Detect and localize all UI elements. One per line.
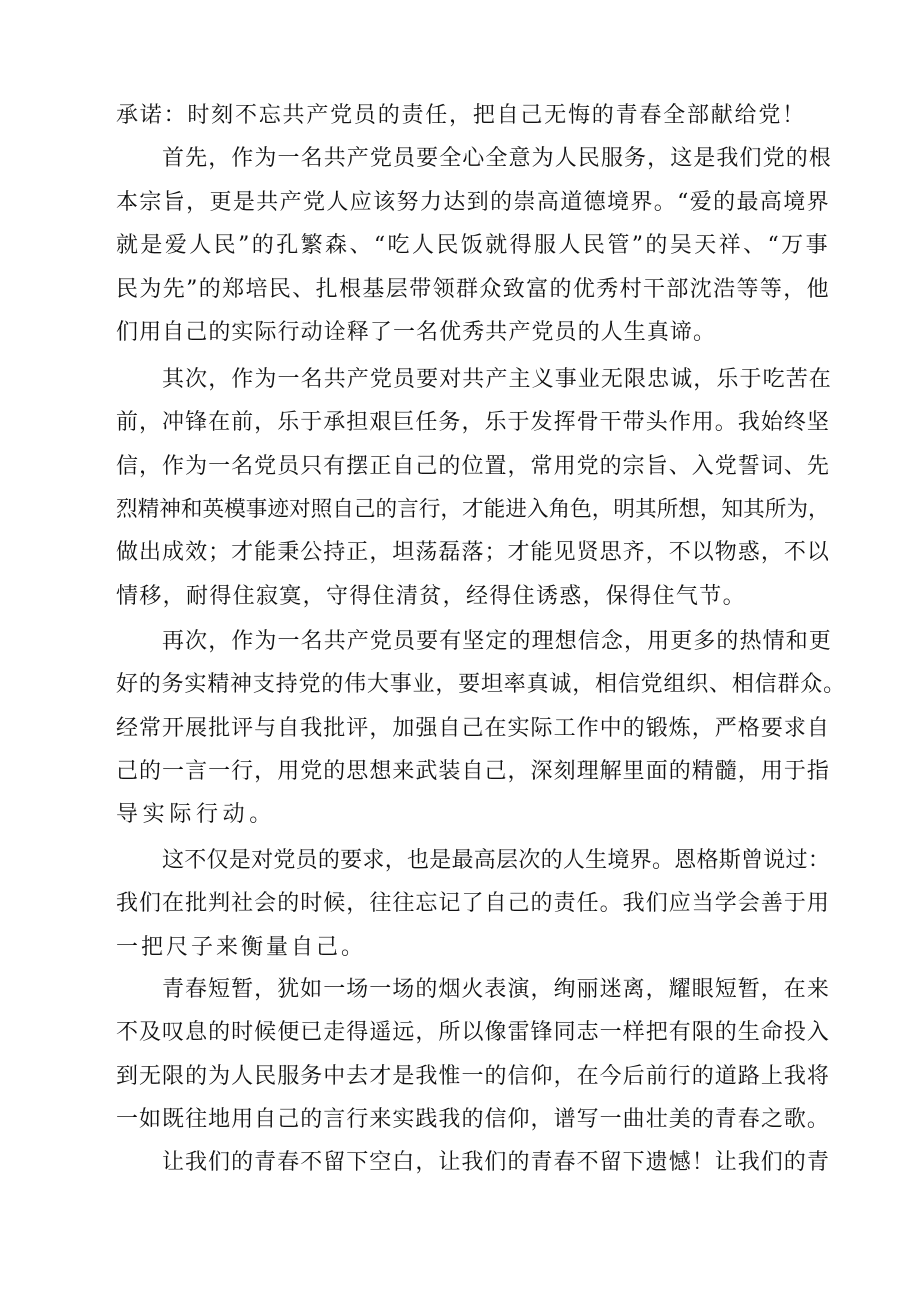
paragraph-first-line: 再次，作为一名共产党员要有坚定的理想信念，用更多的热情和更 <box>162 629 832 654</box>
text-line: 情移，耐得住寂寞，守得住清贫，经得住诱惑，保得住气节。 <box>116 584 746 609</box>
text-line: 己的一言一行，用党的思想来武装自己，深刻理解里面的精髓，用于指 <box>116 759 830 784</box>
text-line: 们用自己的实际行动诠释了一名优秀共产党员的人生真谛。 <box>116 320 717 345</box>
paragraph-first-line: 其次，作为一名共产党员要对共产主义事业无限忠诚，乐于吃苦在 <box>162 367 832 392</box>
text-line: 我们在批判社会的时候，往往忘记了自己的责任。我们应当学会善于用 <box>116 891 830 916</box>
text-line: 就是爱人民”的孔繁森、“吃人民饭就得服人民管”的吴天祥、“万事 <box>116 233 831 258</box>
text-line: 烈精神和英模事迹对照自己的言行，才能进入角色，明其所想，知其所为， <box>116 497 830 522</box>
text-line: 一把尺子来衡量自己。 <box>116 935 367 960</box>
paragraph-first-line: 这不仅是对党员的要求，也是最高层次的人生境界。恩格斯曾说过： <box>162 848 831 873</box>
text-line: 做出成效；才能秉公持正，坦荡磊落；才能见贤思齐，不以物惑，不以 <box>116 540 830 565</box>
paragraph-first-line: 青春短暂，犹如一场一场的烟火表演，绚丽迷离，耀眼短暂，在来 <box>162 977 830 1002</box>
text-line: 信，作为一名党员只有摆正自己的位置，常用党的宗旨、入党誓词、先 <box>116 454 830 479</box>
text-line: 本宗旨，更是共产党人应该努力达到的崇高道德境界。“爱的最高境界 <box>116 190 831 215</box>
paragraph-first-line: 让我们的青春不留下空白，让我们的青春不留下遗憾！让我们的青 <box>162 1150 830 1175</box>
text-line: 不及叹息的时候便已走得遥远，所以像雷锋同志一样把有限的生命投入 <box>116 1020 830 1045</box>
text-line: 承诺：时刻不忘共产党员的责任，把自己无悔的青春全部献给党！ <box>116 103 806 128</box>
text-line: 民为先”的郑培民、扎根基层带领群众致富的优秀村干部沈浩等等，他 <box>116 277 831 302</box>
paragraph-first-line: 首先，作为一名共产党员要全心全意为人民服务，这是我们党的根 <box>162 146 832 171</box>
text-line: 经常开展批评与自我批评，加强自己在实际工作中的锻炼，严格要求自 <box>116 716 830 741</box>
text-line: 前，冲锋在前，乐于承担艰巨任务，乐于发挥骨干带头作用。我始终坚 <box>116 410 830 435</box>
text-line: 到无限的为人民服务中去才是我惟一的信仰，在今后前行的道路上我将 <box>116 1064 830 1089</box>
text-line: 一如既往地用自己的言行来实践我的信仰，谱写一曲壮美的青春之歌。 <box>116 1107 830 1132</box>
text-line: 导实际行动。 <box>116 802 276 827</box>
text-line: 好的务实精神支持党的伟大事业，要坦率真诚，相信党组织、相信群众。 <box>116 672 846 697</box>
